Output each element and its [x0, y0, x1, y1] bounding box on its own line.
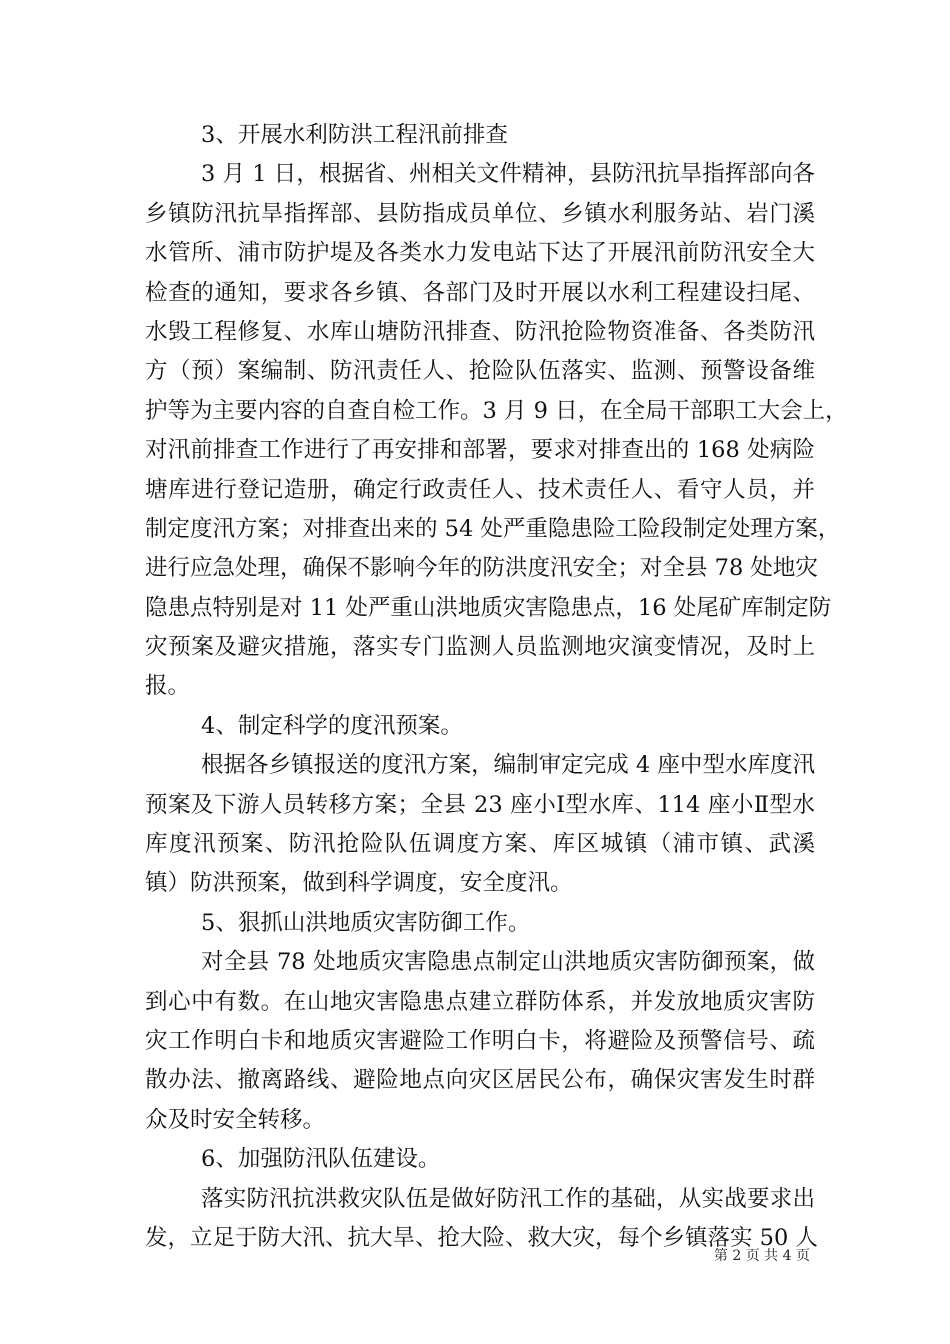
- text-line: 灾预案及避灾措施，落实专门监测人员监测地灾演变情况，及时上: [145, 634, 815, 661]
- text-line: 5、狠抓山洪地质灾害防御工作。: [201, 909, 531, 936]
- page-number: 第 2 页 共 4 页: [713, 1248, 810, 1264]
- text-line: 发，立足于防大汛、抗大旱、抢大险、救大灾，每个乡镇落实 50 人: [145, 1224, 818, 1251]
- text-line: 乡镇防汛抗旱指挥部、县防指成员单位、乡镇水利服务站、岩门溪: [145, 200, 815, 227]
- text-line: 水管所、浦市防护堤及各类水力发电站下达了开展汛前防汛安全大: [145, 240, 815, 267]
- text-line: 制定度汛方案；对排查出来的 54 处严重隐患险工险段制定处理方案，: [145, 515, 841, 542]
- text-line: 落实防汛抗洪救灾队伍是做好防汛工作的基础，从实战要求出: [201, 1185, 815, 1212]
- text-line: 护等为主要内容的自查自检工作。3 月 9 日，在全局干部职工大会上，: [145, 397, 848, 424]
- text-line: 方（预）案编制、防汛责任人、抢险队伍落实、监测、预警设备维: [145, 358, 815, 385]
- text-line: 隐患点特别是对 11 处严重山洪地质灾害隐患点，16 处尾矿库制定防: [145, 594, 832, 621]
- document-body: [145, 116, 848, 1258]
- text-line: 对全县 78 处地质灾害隐患点制定山洪地质灾害防御预案，做: [201, 949, 815, 976]
- text-line: 众及时安全转移。: [145, 1106, 326, 1133]
- text-line: 3、开展水利防洪工程汛前排查: [201, 122, 508, 148]
- text-line: 塘库进行登记造册，确定行政责任人、技术责任人、看守人员，并: [145, 476, 815, 503]
- text-line: 预案及下游人员转移方案；全县 23 座小Ⅰ型水库、114 座小Ⅱ型水: [145, 791, 815, 818]
- text-line: 库度汛预案、防汛抢险队伍调度方案、库区城镇（浦市镇、武溪: [145, 831, 815, 858]
- text-line: 根据各乡镇报送的度汛方案，编制审定完成 4 座中型水库度汛: [201, 752, 815, 779]
- text-line: 进行应急处理，确保不影响今年的防洪度汛安全；对全县 78 处地灾: [145, 555, 818, 582]
- text-line: 到心中有数。在山地灾害隐患点建立群防体系，并发放地质灾害防: [145, 988, 815, 1015]
- text-line: 水毁工程修复、水库山塘防汛排查、防汛抢险物资准备、各类防汛: [145, 318, 815, 345]
- text-line: 检查的通知，要求各乡镇、各部门及时开展以水利工程建设扫尾、: [145, 279, 815, 306]
- text-line: 对汛前排查工作进行了再安排和部署，要求对排查出的 168 处病险: [145, 437, 815, 464]
- text-line: 6、加强防汛队伍建设。: [201, 1146, 441, 1173]
- text-line: 3 月 1 日，根据省、州相关文件精神，县防汛抗旱指挥部向各: [201, 161, 815, 188]
- text-line: 散办法、撤离路线、避险地点向灾区居民公布，确保灾害发生时群: [145, 1067, 815, 1094]
- text-line: 4、制定科学的度汛预案。: [201, 712, 463, 739]
- text-line: 镇）防洪预案，做到科学调度，安全度汛。: [145, 870, 573, 897]
- text-line: 报。: [145, 673, 191, 700]
- text-line: 灾工作明白卡和地质灾害避险工作明白卡，将避险及预警信号、疏: [145, 1027, 815, 1054]
